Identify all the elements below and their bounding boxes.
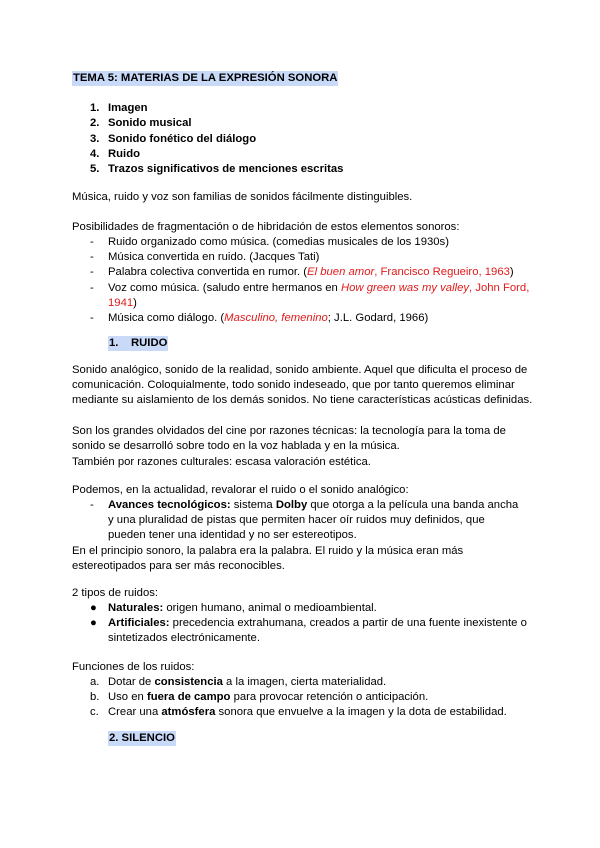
list-item: - Música como diálogo. (Masculino, femenino; J.L. Godard, 1966) [90, 312, 429, 325]
page-title: TEMA 5: MATERIAS DE LA EXPRESIÓN SONORA [72, 71, 338, 86]
intro-paragraph: Música, ruido y voz son familias de sonidos fácilmente distinguibles. [72, 191, 413, 203]
list-item: - Voz como música. (saludo entre hermanos en How green was my valley, John Ford, 1941) [90, 281, 530, 309]
film-title: How green was my valley [340, 281, 470, 294]
ruido-paragraph-1: Sonido analógico, sonido de la realidad, sonido ambiente. Aquel que dificulta el proceso de comunicación. Coloquialmente, todo sonido indeseado, que por tanto queremos eliminar mediante su aislamiento de los demás sonidos. No tiene características acústicas definidas. [72, 364, 533, 407]
section-heading-ruido: 1. RUIDO [108, 336, 168, 351]
ruido-paragraph-4: Podemos, en la actualidad, revalorar el ruido o el sonido analógico: [72, 484, 409, 496]
list-item: 1. Imagen [90, 102, 148, 114]
list-item: 2. Sonido musical [90, 117, 192, 130]
list-item: 5. Trazos significativos de menciones escritas [90, 163, 344, 176]
types-heading: 2 tipos de ruidos: [72, 587, 159, 599]
ruido-paragraph-2: Son los grandes olvidados del cine por razones técnicas: la tecnología para la toma de sonido se desarrolló sobre todo en la voz hablada y en la música. [72, 425, 506, 453]
functions-list [90, 675, 530, 721]
film-title: El buen amor [307, 266, 375, 279]
list-item: - Palabra colectiva convertida en rumor. (El buen amor, Francisco Regueiro, 1963) [90, 266, 514, 279]
list-item: ● Artificiales: precedencia extrahumana, creados a partir de una fuente inexistente o sintetizados electrónicamente. [90, 617, 527, 645]
topics-list [90, 101, 343, 177]
section-heading-silencio: 2. SILENCIO [108, 731, 176, 746]
functions-heading: Funciones de los ruidos: [72, 661, 195, 673]
advances-list [90, 498, 520, 544]
possibilities-heading: Posibilidades de fragmentación o de hibridación de estos elementos sonoros: [72, 221, 460, 233]
list-item: ● Naturales: origen humano, animal o medioambiental. [90, 602, 377, 614]
ruido-paragraph-5: En el principio sonoro, la palabra era la palabra. El ruido y la música eran más estereotipados para ser más reconocibles. [72, 545, 464, 573]
list-item: 4. Ruido [90, 147, 140, 160]
list-item: - Ruido organizado como música. (comedias musicales de los 1930s) [90, 236, 449, 248]
list-item: 3. Sonido fonético del diálogo [90, 132, 257, 145]
possibilities-list [90, 235, 530, 326]
ruido-paragraph-3: También por razones culturales: escasa valoración estética. [72, 456, 371, 468]
list-item: b. Uso en fuera de campo para provocar retención o anticipación. [90, 691, 429, 704]
list-item: - Música convertida en ruido. (Jacques Tati) [90, 251, 320, 264]
film-title: Masculino, femenino [224, 312, 328, 325]
list-item: c. Crear una atmósfera sonora que envuelve a la imagen y la dota de estabilidad. [90, 706, 507, 719]
types-list [90, 601, 530, 647]
list-item: a. Dotar de consistencia a la imagen, cierta materialidad. [90, 676, 387, 688]
list-item: - Avances tecnológicos: sistema Dolby que otorga a la película una banda ancha y una pluralidad de pistas que permiten hacer oír ruidos muy definidos, que pueden tener una identidad y no ser estereotipos. [90, 499, 519, 542]
